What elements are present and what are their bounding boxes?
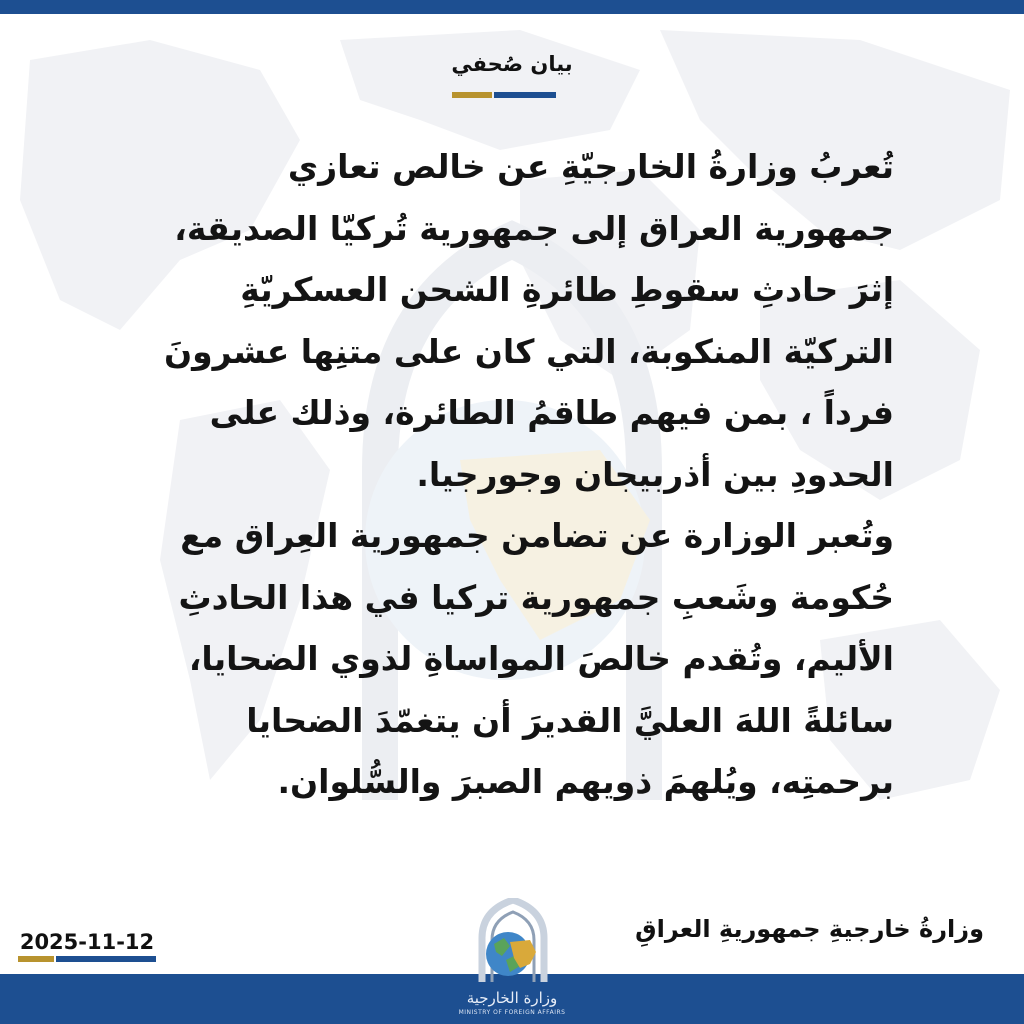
statement-line: حُكومة وشَعبِ جمهورية تركيا في هذا الحادثِ — [178, 577, 894, 617]
logo-name-english: MINISTRY OF FOREIGN AFFAIRS — [458, 1009, 566, 1016]
statement-line: جمهورية العراق إلى جمهورية تُركيّا الصديقة، — [174, 208, 894, 248]
statement-line: إثرَ حادثِ سقوطِ طائرةِ الشحن العسكريّةِ — [240, 270, 894, 309]
statement-line: تُعربُ وزارةُ الخارجيّةِ عن خالص تعازي — [287, 147, 894, 186]
top-brand-bar — [0, 0, 1024, 14]
statement-line: سائلةً اللهَ العليَّ القديرَ أن يتغمّدَ الضحايا — [246, 700, 894, 740]
statement-body — [130, 136, 894, 813]
date-rule-gold — [18, 956, 54, 962]
statement-date: 2025-11-12 — [19, 930, 155, 954]
page-title: بيان صُحفي — [451, 52, 573, 76]
title-rule-gold — [452, 92, 492, 98]
logo-name-arabic: وزارة الخارجية — [466, 989, 558, 1007]
date-rule-blue — [56, 956, 156, 962]
statement-line: فرداً ، بمن فيهم طاقمُ الطائرة، وذلك على — [209, 393, 894, 432]
statement-line: التركيّة المنكوبة، التي كان على متنِها عشرونَ — [163, 331, 894, 371]
ministry-signature: وزارةُ خارجيةِ جمهوريةِ العراقِ — [635, 915, 984, 943]
statement-line: برحمتِه، ويُلهمَ ذويهم الصبرَ والسُّلوان. — [277, 762, 894, 801]
statement-line: وتُعبر الوزارة عن تضامن جمهورية العِراق مع — [180, 516, 894, 555]
statement-line: الأليم، وتُقدم خالصَ المواساةِ لذوي الضحايا، — [188, 639, 894, 678]
title-rule-blue — [494, 92, 556, 98]
statement-line: الحدودِ بين أذربيجان وجورجيا. — [416, 454, 894, 494]
